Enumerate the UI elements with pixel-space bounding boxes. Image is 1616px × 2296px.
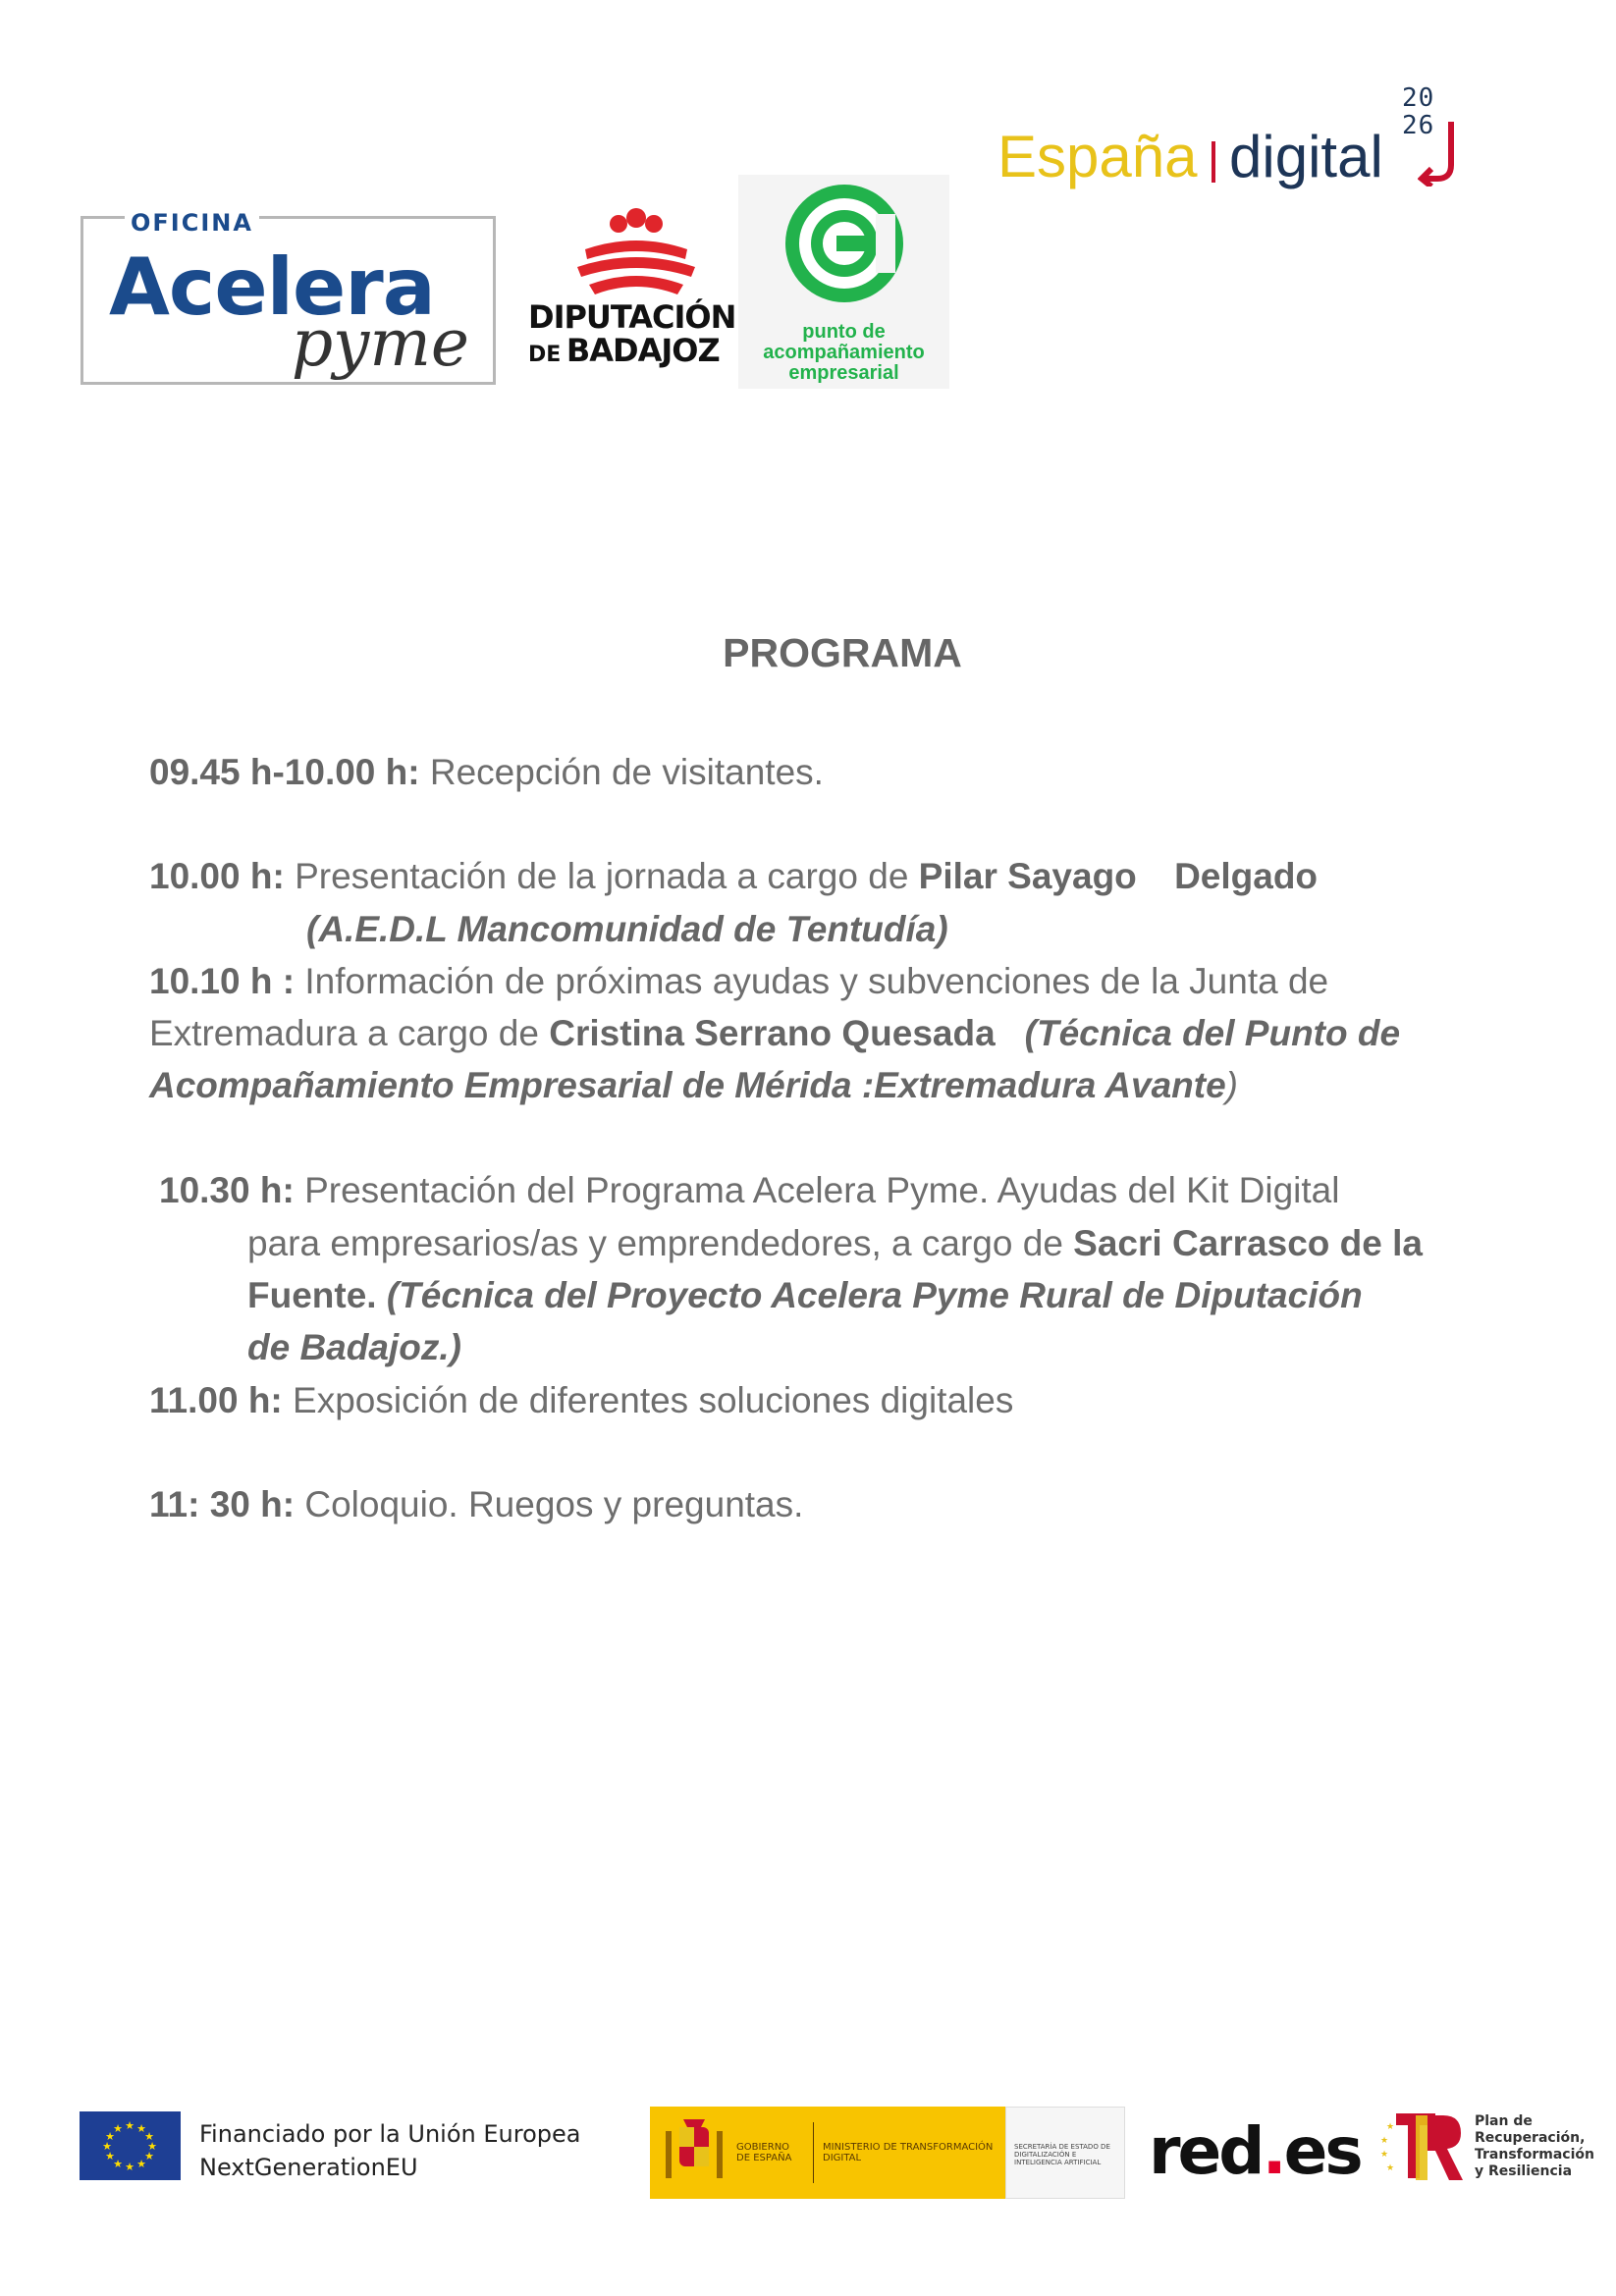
digital-text: digital (1229, 124, 1383, 189)
punto-line3: empresarial (788, 362, 899, 384)
programa-item-1010-line2: Extremadura a cargo de Cristina Serrano Quesada (Técnica del Punto de (149, 1013, 1401, 1053)
programa-item-1010: 10.10 h : Información de próximas ayudas y subvenciones de la Junta de (149, 961, 1329, 1001)
programa-item-1030: 10.30 h: Presentación del Programa Acelera Pyme. Ayudas del Kit Digital (159, 1170, 1340, 1210)
punto-acompanamiento-logo (738, 175, 949, 389)
svg-text:★: ★ (1385, 2163, 1395, 2173)
programa-item-1010-line3: Acompañamiento Empresarial de Mérida :Extremadura Avante) (149, 1065, 1238, 1105)
eu-funding-text: Financiado por la Unión Europea NextGenerationEU (199, 2120, 581, 2181)
svg-text:★: ★ (136, 2158, 146, 2170)
eu-flag-icon (80, 2111, 181, 2180)
diputacion-line2: BADAJOZ (566, 332, 720, 369)
logo-acelera-text: Acelera (109, 241, 435, 333)
svg-text:★: ★ (1379, 2136, 1389, 2146)
year-2026-text: 20 26 (1402, 83, 1435, 140)
programa-item-1000: 10.00 h: Presentación de la jornada a cargo de Pilar Sayago Delgado (149, 856, 1319, 896)
svg-text:★: ★ (136, 2122, 146, 2135)
svg-text:★: ★ (113, 2158, 123, 2170)
logo-oficina-text: OFICINA (125, 209, 259, 237)
svg-text:★: ★ (105, 2130, 115, 2143)
svg-text:★: ★ (1379, 2150, 1389, 2160)
programa-item-1030-line3: Fuente. (Técnica del Proyecto Acelera Pyme Rural de Diputación (247, 1275, 1363, 1315)
svg-text:★: ★ (144, 2150, 154, 2163)
eu-stars-icon (80, 2111, 181, 2180)
punto-power-icon (738, 175, 949, 322)
diputacion-badajoz-logo (528, 206, 744, 383)
programa-title: PROGRAMA (723, 630, 962, 675)
secretaria-text: SECRETARÍA DE ESTADO DE DIGITALIZACIÓN E INTELIGENCIA ARTIFICIAL (1014, 2143, 1110, 2166)
svg-text:★: ★ (147, 2140, 157, 2153)
svg-text:★: ★ (125, 2161, 135, 2173)
gobierno-espana-logo (650, 2107, 1125, 2199)
svg-text:★: ★ (102, 2140, 112, 2153)
logo-pyme-text: pyme (291, 305, 469, 381)
svg-text:★: ★ (105, 2150, 115, 2163)
prtr-tr-icon (1378, 2108, 1473, 2186)
diputacion-line1: DIPUTACIÓN (528, 298, 736, 336)
programa-item-1000-role: (A.E.D.L Mancomunidad de Tentudía) (306, 909, 948, 949)
gobierno-text: GOBIERNO DE ESPAÑA (736, 2142, 792, 2163)
espana-arrow-icon (1418, 118, 1467, 187)
diputacion-de: DE (528, 343, 562, 367)
programa-item-1100: 11.00 h: Exposición de diferentes soluciones digitales (149, 1380, 1014, 1420)
svg-text:★: ★ (113, 2122, 123, 2135)
acelera-pyme-logo (81, 209, 496, 385)
punto-line2: acompañamiento (763, 342, 925, 363)
spain-coat-of-arms-icon (660, 2113, 728, 2192)
svg-text:★: ★ (144, 2130, 154, 2143)
espana-separator (1212, 141, 1215, 183)
redes-logo: red.es (1149, 2113, 1361, 2189)
espana-text: España (997, 124, 1198, 189)
programa-item-1030-line4: de Badajoz.) (247, 1327, 461, 1367)
ministerio-text: MINISTERIO DE TRANSFORMACIÓN DIGITAL (823, 2142, 994, 2163)
programa-item-1030-line2: para empresarios/as y emprendedores, a cargo de Sacri Carrasco de la (247, 1223, 1423, 1263)
plan-recuperacion-logo: ★ ★ ★ ★ Plan de Recuperación, Transformación y Resiliencia (1378, 2108, 1594, 2186)
punto-line1: punto de (802, 321, 886, 343)
espana-digital-2026-logo (997, 84, 1469, 192)
diputacion-emblem-icon (528, 206, 744, 300)
programa-item-1130: 11: 30 h: Coloquio. Ruegos y preguntas. (149, 1484, 804, 1524)
programa-item-0945: 09.45 h-10.00 h: Recepción de visitantes. (149, 752, 824, 792)
svg-text:★: ★ (125, 2119, 135, 2132)
svg-text:★: ★ (1385, 2122, 1395, 2132)
